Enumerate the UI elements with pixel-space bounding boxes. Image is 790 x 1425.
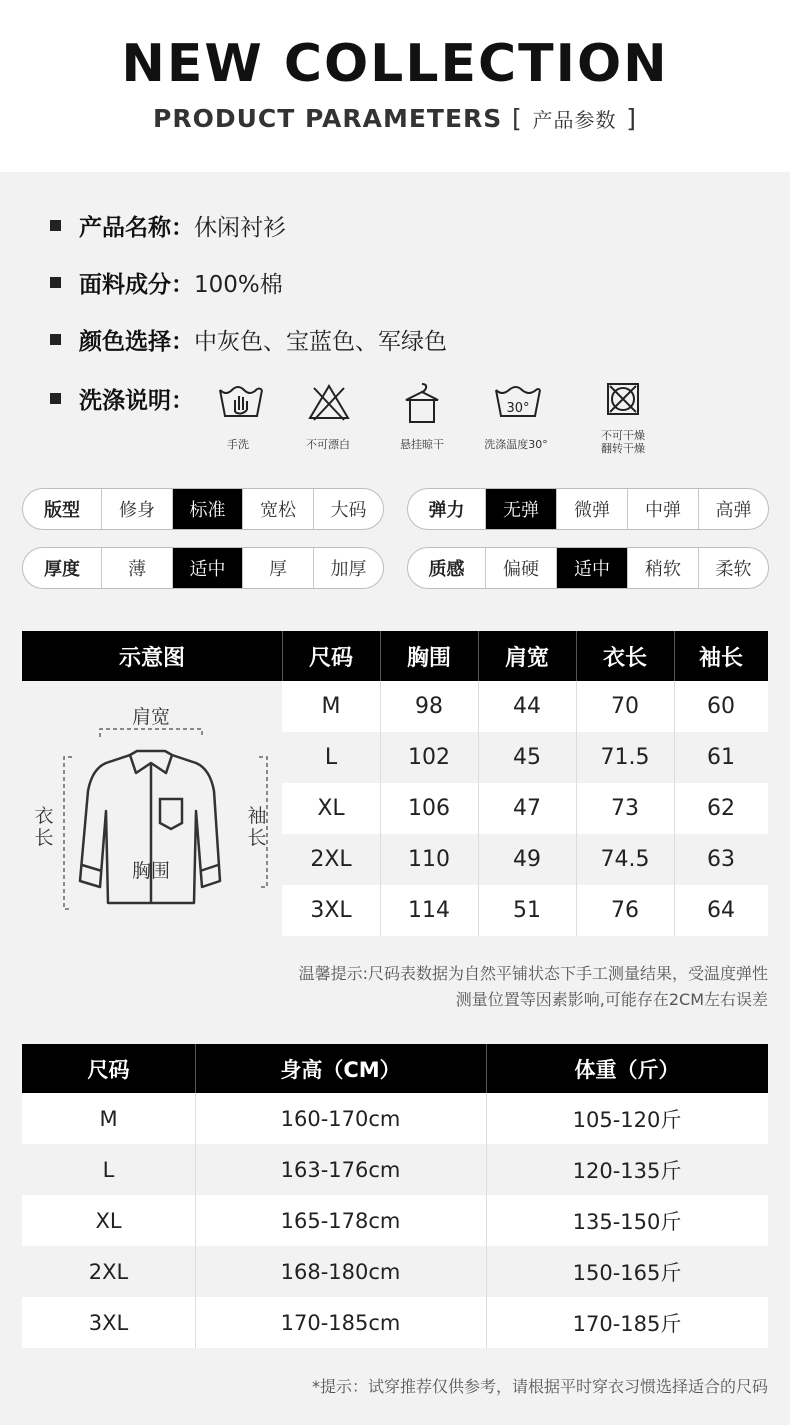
attr-fit bbox=[22, 488, 384, 530]
table-row bbox=[282, 834, 768, 885]
header-shoulder: 肩宽 bbox=[504, 645, 549, 671]
divider bbox=[282, 631, 283, 681]
cell-length: 71.5 bbox=[600, 745, 650, 770]
fit-cell-size: 3XL bbox=[88, 1310, 129, 1335]
info-value: 休闲衬衫 bbox=[194, 215, 286, 241]
attr-thickness-name: 厚度 bbox=[44, 559, 80, 580]
table-row bbox=[22, 1093, 768, 1144]
table-row bbox=[282, 885, 768, 936]
attr-thickness-option-selected[interactable]: 适中 bbox=[172, 548, 242, 588]
attr-elasticity-option[interactable]: 高弹 bbox=[698, 489, 768, 529]
bullet-icon bbox=[50, 334, 61, 345]
table-row bbox=[22, 1195, 768, 1246]
attr-thickness-option[interactable]: 厚 bbox=[242, 548, 313, 588]
cell-length: 73 bbox=[611, 796, 639, 821]
cell-size: 2XL bbox=[310, 847, 352, 872]
table-row bbox=[22, 1246, 768, 1297]
shirt-diagram bbox=[22, 681, 282, 937]
attr-elasticity-name: 弹力 bbox=[428, 500, 465, 521]
table-row bbox=[22, 1297, 768, 1348]
fit-cell-weight: 170-185斤 bbox=[572, 1311, 682, 1336]
fit-cell-height: 170-185cm bbox=[280, 1310, 401, 1335]
cell-length: 74.5 bbox=[600, 847, 650, 872]
bullet-icon bbox=[50, 277, 61, 288]
divider bbox=[195, 1246, 196, 1297]
attr-thickness-option[interactable]: 薄 bbox=[101, 548, 172, 588]
hang-dry-icon bbox=[400, 380, 444, 426]
attr-elasticity-option[interactable]: 中弹 bbox=[627, 489, 698, 529]
divider bbox=[195, 1144, 196, 1195]
care-label: 手洗 bbox=[227, 438, 249, 451]
care-label-2: 翻转干燥 bbox=[601, 442, 645, 455]
size-note-line-1: 温馨提示:尺码表数据为自然平铺状态下手工测量结果，受温度弹性 bbox=[298, 964, 768, 983]
cell-sleeve: 64 bbox=[707, 898, 735, 923]
fit-cell-height: 163-176cm bbox=[280, 1157, 401, 1182]
fit-cell-size: 2XL bbox=[88, 1259, 129, 1284]
header-size: 尺码 bbox=[308, 645, 353, 671]
wash-temp: 30° bbox=[506, 401, 530, 416]
fit-cell-weight: 150-165斤 bbox=[572, 1260, 682, 1285]
divider bbox=[195, 1093, 196, 1144]
divider bbox=[486, 1044, 487, 1093]
header-diagram: 示意图 bbox=[118, 645, 185, 671]
divider bbox=[478, 631, 479, 681]
care-label: 悬挂晾干 bbox=[400, 438, 444, 451]
info-key: 颜色选择： bbox=[79, 329, 194, 355]
divider bbox=[486, 1093, 487, 1144]
care-label: 不可干燥 bbox=[601, 429, 645, 442]
attr-texture-name: 质感 bbox=[428, 559, 465, 580]
attr-texture-option-selected[interactable]: 适中 bbox=[556, 548, 627, 588]
divider bbox=[674, 631, 675, 681]
divider bbox=[478, 681, 479, 936]
cell-sleeve: 63 bbox=[707, 847, 735, 872]
fit-header-size: 尺码 bbox=[87, 1057, 130, 1082]
fit-cell-size: XL bbox=[95, 1208, 122, 1233]
page-title: NEW COLLECTION bbox=[121, 34, 669, 94]
info-row-wash bbox=[50, 382, 194, 415]
subtitle-bracket-close: ] bbox=[626, 104, 637, 133]
attr-texture-option[interactable]: 偏硬 bbox=[485, 548, 556, 588]
divider bbox=[486, 1297, 487, 1348]
fit-header-weight: 体重（斤） bbox=[574, 1057, 680, 1082]
footer-note: *提示：试穿推荐仅供参考，请根据平时穿衣习惯选择适合的尺码 bbox=[311, 1377, 768, 1396]
table-row bbox=[282, 732, 768, 783]
divider bbox=[380, 631, 381, 681]
info-row-color bbox=[50, 323, 447, 356]
attr-fit-option[interactable]: 修身 bbox=[101, 489, 172, 529]
cell-length: 70 bbox=[611, 694, 639, 719]
divider bbox=[486, 1195, 487, 1246]
size-note-line-2: 测量位置等因素影响,可能存在2CM左右误差 bbox=[455, 990, 768, 1009]
bullet-icon bbox=[50, 220, 61, 231]
care-label: 洗涤温度30° bbox=[484, 438, 548, 451]
care-label: 不可漂白 bbox=[306, 438, 350, 451]
info-key: 产品名称： bbox=[79, 215, 194, 241]
divider bbox=[576, 681, 577, 936]
header-sleeve: 袖长 bbox=[698, 645, 743, 671]
cell-sleeve: 60 bbox=[707, 694, 735, 719]
fit-cell-height: 165-178cm bbox=[280, 1208, 401, 1233]
diagram-label-chest: 胸围 bbox=[131, 860, 171, 882]
diagram-label-sleeve: 袖长 bbox=[247, 805, 267, 849]
cell-shoulder: 51 bbox=[513, 898, 541, 923]
table-row bbox=[282, 681, 768, 732]
diagram-label-length: 衣长 bbox=[34, 805, 54, 849]
cell-chest: 110 bbox=[408, 847, 450, 872]
attr-elasticity bbox=[407, 488, 769, 530]
cell-size: M bbox=[321, 694, 341, 719]
subtitle-cn: 产品参数 bbox=[532, 108, 617, 132]
header-chest: 胸围 bbox=[406, 645, 451, 671]
no-bleach-icon bbox=[306, 380, 352, 424]
table-row bbox=[22, 1144, 768, 1195]
attr-fit-name: 版型 bbox=[44, 500, 80, 521]
page-subtitle bbox=[0, 104, 790, 133]
divider bbox=[674, 681, 675, 936]
cell-length: 76 bbox=[611, 898, 639, 923]
attr-texture bbox=[407, 547, 769, 589]
attr-thickness-option[interactable]: 加厚 bbox=[313, 548, 383, 588]
cell-size: XL bbox=[317, 796, 345, 821]
hand-wash-icon bbox=[216, 380, 266, 424]
divider bbox=[195, 1195, 196, 1246]
fit-cell-weight: 120-135斤 bbox=[572, 1158, 682, 1183]
fit-cell-height: 168-180cm bbox=[280, 1259, 401, 1284]
shirt-diagram-icon bbox=[22, 681, 282, 937]
table-row bbox=[282, 783, 768, 834]
cell-chest: 102 bbox=[408, 745, 450, 770]
divider bbox=[380, 681, 381, 936]
attr-thickness bbox=[22, 547, 384, 589]
fit-cell-size: M bbox=[99, 1106, 118, 1131]
info-row-fabric bbox=[50, 266, 283, 299]
attr-texture-option[interactable]: 稍软 bbox=[627, 548, 698, 588]
attr-fit-option[interactable]: 大码 bbox=[313, 489, 383, 529]
cell-sleeve: 62 bbox=[707, 796, 735, 821]
attr-elasticity-option[interactable]: 微弹 bbox=[556, 489, 627, 529]
attr-elasticity-option-selected[interactable]: 无弹 bbox=[485, 489, 556, 529]
header bbox=[0, 0, 790, 172]
wash-30-icon bbox=[492, 380, 544, 424]
info-value: 中灰色、宝蓝色、军绿色 bbox=[194, 329, 447, 355]
subtitle-bracket-open: [ bbox=[512, 104, 523, 133]
size-table-header bbox=[22, 631, 768, 681]
cell-shoulder: 47 bbox=[513, 796, 541, 821]
cell-shoulder: 49 bbox=[513, 847, 541, 872]
divider bbox=[195, 1044, 196, 1093]
bullet-icon bbox=[50, 393, 61, 404]
info-key: 面料成分： bbox=[79, 272, 194, 298]
cell-shoulder: 44 bbox=[513, 694, 541, 719]
cell-chest: 98 bbox=[415, 694, 443, 719]
attr-fit-option[interactable]: 宽松 bbox=[242, 489, 313, 529]
cell-chest: 106 bbox=[408, 796, 450, 821]
info-value: 100%棉 bbox=[194, 272, 283, 298]
fit-cell-weight: 105-120斤 bbox=[572, 1107, 682, 1132]
cell-chest: 114 bbox=[408, 898, 450, 923]
divider bbox=[195, 1297, 196, 1348]
header-length: 衣长 bbox=[602, 645, 647, 671]
fit-header-height: 身高（CM） bbox=[280, 1057, 401, 1082]
no-tumble-dry-icon bbox=[605, 380, 641, 418]
divider bbox=[486, 1246, 487, 1297]
attr-fit-option-selected[interactable]: 标准 bbox=[172, 489, 242, 529]
diagram-label-shoulder: 肩宽 bbox=[131, 706, 171, 728]
subtitle-text: PRODUCT PARAMETERS bbox=[153, 104, 503, 133]
info-key: 洗涤说明： bbox=[79, 388, 194, 414]
divider bbox=[486, 1144, 487, 1195]
info-row-name bbox=[50, 209, 286, 242]
cell-sleeve: 61 bbox=[707, 745, 735, 770]
fit-cell-weight: 135-150斤 bbox=[572, 1209, 682, 1234]
cell-size: L bbox=[324, 745, 338, 770]
fit-table-header bbox=[22, 1044, 768, 1093]
divider bbox=[576, 631, 577, 681]
cell-size: 3XL bbox=[310, 898, 352, 923]
fit-cell-height: 160-170cm bbox=[280, 1106, 401, 1131]
cell-shoulder: 45 bbox=[513, 745, 541, 770]
attr-texture-option[interactable]: 柔软 bbox=[698, 548, 768, 588]
fit-cell-size: L bbox=[102, 1157, 115, 1182]
